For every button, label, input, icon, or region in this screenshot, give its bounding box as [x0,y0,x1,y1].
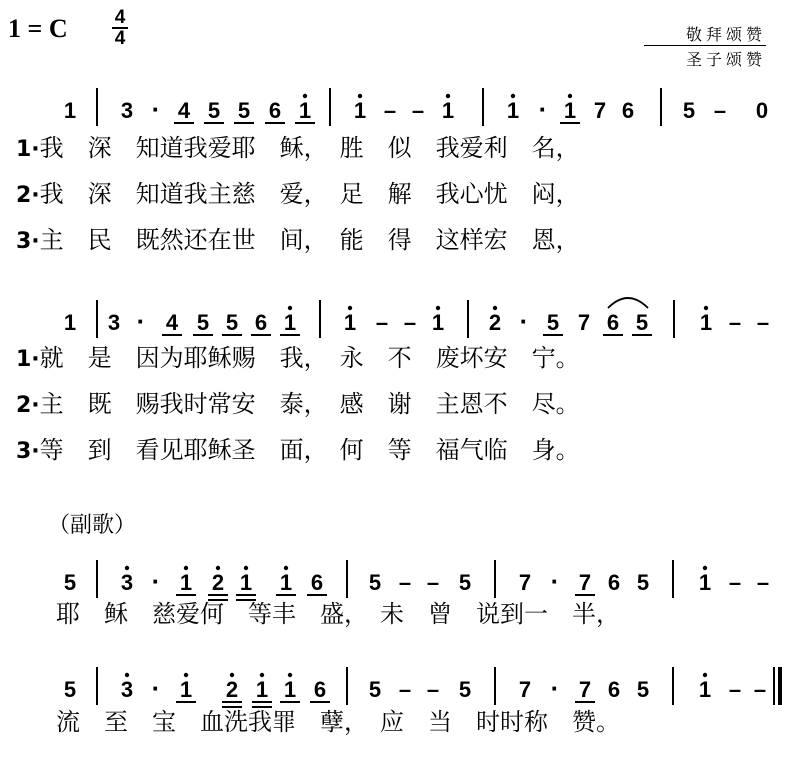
lyric-text: 主 民 既然还在世 间， 能 得 这样宏 恩， [39,226,580,254]
high-octave-dot [358,94,362,98]
dot-rhythm: · [550,673,560,703]
note: 6 [621,98,635,123]
note: 1 [698,570,712,595]
note: 5 [458,677,472,702]
lyric-line [16,220,580,255]
note: 2 [211,570,225,595]
note: 1 [343,310,357,335]
section-label-chorus: （副歌） [48,513,137,538]
note: 1 [179,570,193,595]
note: 5 [237,98,251,123]
time-signature-top: 4 [114,7,126,28]
note: 5 [636,570,650,595]
verse-number: 1· [16,137,40,162]
note: 5 [635,310,649,335]
dash-note: – [728,677,742,702]
note: 1 [279,570,293,595]
note: 5 [682,98,696,123]
dash-note: – [426,570,440,595]
note: 6 [313,677,327,702]
note: 1 [239,570,253,595]
dash-note: – [713,98,727,123]
high-octave-dot [288,673,292,677]
note: 0 [755,98,769,123]
note: 4 [165,310,179,335]
note: 5 [636,677,650,702]
note: 5 [196,310,210,335]
note: 5 [368,570,382,595]
note: 7 [518,677,532,702]
note: 1 [255,677,269,702]
note: 3 [120,677,134,702]
dash-note: – [753,677,767,702]
high-octave-dot [446,94,450,98]
category-secondary: 圣子颂赞 [685,50,766,69]
high-octave-dot [244,566,248,570]
lyric-text: 我 深 知道我爱耶 稣， 胜 似 我爱利 名， [39,134,580,162]
note: 7 [578,677,592,702]
high-octave-dot [568,94,572,98]
dot-rhythm: · [136,306,146,336]
dash-note: – [375,310,389,335]
high-octave-dot [125,673,129,677]
dot-rhythm: · [151,673,161,703]
note: 7 [578,570,592,595]
note: 5 [63,570,77,595]
dash-note: – [756,570,770,595]
dash-note: – [426,677,440,702]
note: 2 [488,310,502,335]
note: 1 [506,98,520,123]
high-octave-dot [493,306,497,310]
note: 6 [268,98,282,123]
note: 3 [107,310,121,335]
dash-note: – [383,98,397,123]
note: 5 [368,677,382,702]
lyric-text: 流 至 宝 血洗我罪 孽， 应 当 时时称 赞。 [56,708,620,736]
note: 5 [63,677,77,702]
note: 7 [593,98,607,123]
high-octave-dot [436,306,440,310]
lyric-line [16,174,580,209]
note: 3 [120,98,134,123]
note: 1 [283,677,297,702]
high-octave-dot [260,673,264,677]
dash-note: – [728,310,742,335]
slur [608,298,648,308]
lyric-text: 主 既 赐我时常安 泰， 感 谢 主恩不 尽。 [39,390,580,418]
high-octave-dot [230,673,234,677]
note: 1 [63,98,77,123]
dash-note: – [398,570,412,595]
lyric-text: 等 到 看见耶稣圣 面， 何 等 福气临 身。 [39,436,580,464]
note: 1 [431,310,445,335]
lyric-line [16,338,580,373]
note: 1 [441,98,455,123]
high-octave-dot [704,306,708,310]
lyric-line [16,430,580,465]
high-octave-dot [703,673,707,677]
note: 5 [546,310,560,335]
dot-rhythm: · [151,94,161,124]
note: 3 [120,570,134,595]
lyric-text: 我 深 知道我主慈 爱， 足 解 我心忧 闷， [39,180,580,208]
high-octave-dot [184,673,188,677]
dash-note: – [403,310,417,335]
high-octave-dot [184,566,188,570]
dot-rhythm: · [550,566,560,596]
time-signature-bottom: 4 [114,28,126,49]
key-signature: 1 = C [8,14,68,43]
verse-number: 2· [16,393,40,418]
verse-number: 3· [16,229,40,254]
note: 1 [563,98,577,123]
dot-rhythm: · [151,566,161,596]
high-octave-dot [348,306,352,310]
note: 2 [225,677,239,702]
note: 7 [577,310,591,335]
note: 1 [179,677,193,702]
verse-number: 2· [16,183,40,208]
note: 1 [298,98,312,123]
dash-note: – [398,677,412,702]
lyric-line [16,384,580,419]
note: 7 [518,570,532,595]
note: 6 [606,310,620,335]
high-octave-dot [288,306,292,310]
high-octave-dot [284,566,288,570]
lyric-text: 就 是 因为耶稣赐 我， 永 不 废坏安 宁。 [39,344,580,372]
category-primary: 敬拜颂赞 [685,25,766,44]
dash-note: – [411,98,425,123]
note: 1 [698,677,712,702]
note: 1 [353,98,367,123]
dot-rhythm: · [538,94,548,124]
lyric-line [56,702,620,737]
verse-number: 3· [16,439,40,464]
note: 1 [63,310,77,335]
note: 1 [699,310,713,335]
dash-note: – [756,310,770,335]
high-octave-dot [303,94,307,98]
lyric-line [16,128,580,163]
note: 6 [607,677,621,702]
dash-note: – [728,570,742,595]
high-octave-dot [703,566,707,570]
note: 6 [607,570,621,595]
high-octave-dot [216,566,220,570]
note: 5 [207,98,221,123]
note: 6 [310,570,324,595]
dot-rhythm: · [519,306,529,336]
note: 6 [254,310,268,335]
note: 5 [225,310,239,335]
verse-number: 1· [16,347,40,372]
lyric-line [56,594,620,629]
note: 5 [458,570,472,595]
lyric-text: 耶 稣 慈爱何 等丰 盛， 未 曾 说到一 半， [56,600,620,628]
high-octave-dot [511,94,515,98]
note: 4 [177,98,191,123]
note: 1 [283,310,297,335]
high-octave-dot [125,566,129,570]
